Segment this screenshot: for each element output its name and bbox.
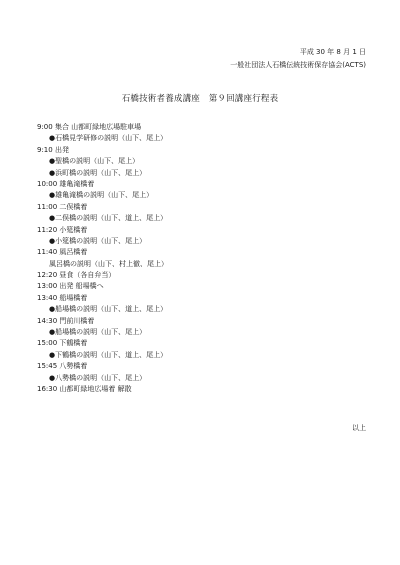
schedule-detail-entry: ●雄亀滝橋の説明（山下、尾上）	[49, 191, 154, 200]
schedule-time-entry: 13:40 船場橋着	[37, 293, 88, 302]
schedule-detail-entry: ●小筵橋の説明（山下、尾上）	[49, 236, 147, 245]
schedule-detail-entry: ●船場橋の説明（山下、尾上）	[49, 328, 147, 337]
schedule-time-entry: 15:00 下鶴橋着	[37, 339, 88, 348]
schedule-time-entry: 10:00 雄亀滝橋着	[37, 179, 95, 188]
schedule-detail-entry: ●浜町橋の説明（山下、尾上）	[49, 168, 147, 177]
schedule-detail-entry: ●石橋見学研修の説明（山下、尾上）	[49, 134, 168, 143]
schedule-time-entry: 9:10 出発	[37, 145, 69, 154]
schedule-detail-entry: 風呂橋の説明（山下、村上徹、尾上）	[49, 259, 168, 268]
schedule-detail-entry: ●八勢橋の説明（山下、尾上）	[49, 373, 147, 382]
schedule-time-entry: 11:40 風呂橋着	[37, 248, 88, 257]
schedule-time-entry: 16:30 山都町緑地広場着 解散	[37, 384, 132, 393]
schedule-time-entry: 13:00 出発 船場橋へ	[37, 282, 104, 291]
schedule-list	[37, 122, 168, 395]
document-date: 平成 30 年 8 月 1 日	[299, 48, 366, 56]
closing-mark: 以上	[352, 424, 366, 432]
schedule-time-entry: 12:20 昼食（各自弁当）	[37, 271, 116, 280]
schedule-detail-entry: ●聖橋の説明（山下、尾上）	[49, 157, 140, 166]
document-title: 石橋技術者養成講座 第９回講座行程表	[121, 94, 279, 104]
organization-name: 一般社団法人石橋伝統技術保存協会(ACTS)	[230, 61, 366, 69]
schedule-time-entry: 11:20 小筵橋着	[37, 225, 88, 234]
schedule-time-entry: 15:45 八勢橋着	[37, 362, 88, 371]
schedule-detail-entry: ●二俣橋の説明（山下、道上、尾上）	[49, 214, 168, 223]
schedule-time-entry: 14:30 門前川橋着	[37, 316, 95, 325]
schedule-time-entry: 9:00 集合 山都町緑地広場駐車場	[37, 123, 142, 131]
schedule-detail-entry: ●下鶴橋の説明（山下、道上、尾上）	[49, 350, 168, 359]
schedule-time-entry: 11:00 二俣橋着	[37, 202, 88, 211]
schedule-detail-entry: ●船場橋の説明（山下、道上、尾上）	[49, 305, 168, 314]
